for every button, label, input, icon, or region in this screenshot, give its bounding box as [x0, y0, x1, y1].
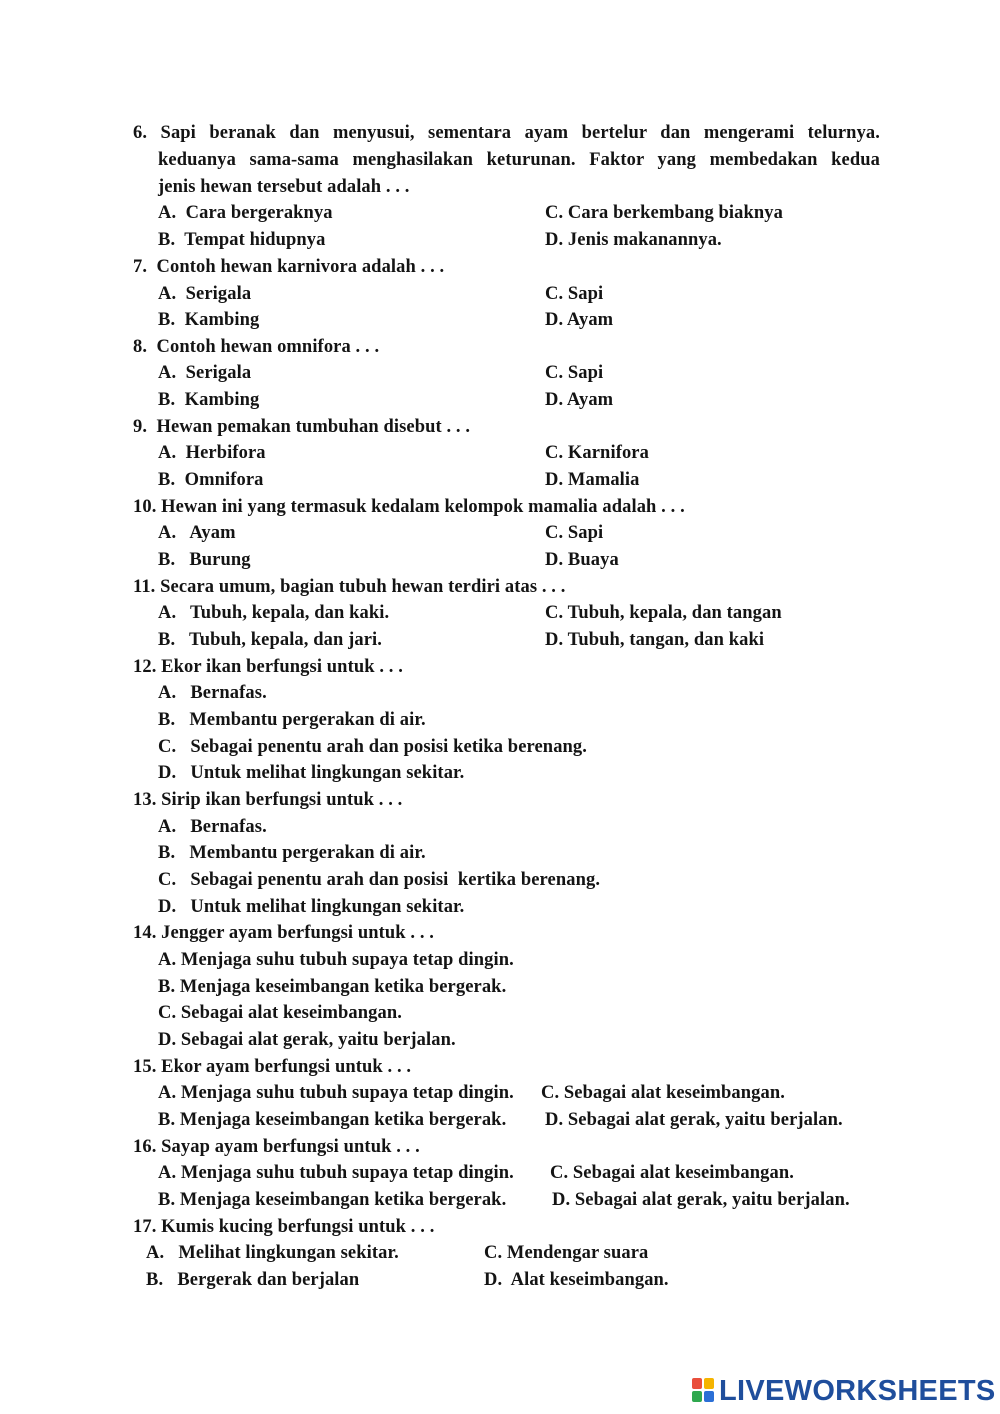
question-10-option-b[interactable]: B. Burung — [158, 550, 251, 570]
question-15-option-d[interactable]: D. Sebagai alat gerak, yaitu berjalan. — [545, 1110, 843, 1130]
question-12-stem: 12. Ekor ikan berfungsi untuk . . . — [133, 657, 403, 677]
question-17-option-c[interactable]: C. Mendengar suara — [484, 1243, 649, 1263]
question-14-option-c[interactable]: C. Sebagai alat keseimbangan. — [158, 1003, 402, 1023]
question-10-option-c[interactable]: C. Sapi — [545, 523, 604, 543]
question-11-stem: 11. Secara umum, bagian tubuh hewan terdiri atas . . . — [133, 577, 566, 597]
question-6-option-b[interactable]: B. Tempat hidupnya — [158, 230, 326, 250]
question-17-option-b[interactable]: B. Bergerak dan berjalan — [146, 1270, 360, 1290]
question-7-stem: 7. Contoh hewan karnivora adalah . . . — [133, 257, 445, 277]
question-8-option-c[interactable]: C. Sapi — [545, 363, 604, 383]
question-15-stem: 15. Ekor ayam berfungsi untuk . . . — [133, 1057, 412, 1077]
question-6-stem-line-3: jenis hewan tersebut adalah . . . — [158, 177, 410, 197]
question-17-stem: 17. Kumis kucing berfungsi untuk . . . — [133, 1217, 435, 1237]
question-13-stem: 13. Sirip ikan berfungsi untuk . . . — [133, 790, 403, 810]
question-11-option-c[interactable]: C. Tubuh, kepala, dan tangan — [545, 603, 782, 623]
question-13-option-c[interactable]: C. Sebagai penentu arah dan posisi kertika berenang. — [158, 870, 601, 890]
question-16-option-b[interactable]: B. Menjaga keseimbangan ketika bergerak. — [158, 1190, 507, 1210]
question-6-option-c[interactable]: C. Cara berkembang biaknya — [545, 203, 783, 223]
question-12-option-c[interactable]: C. Sebagai penentu arah dan posisi ketika berenang. — [158, 737, 588, 757]
liveworksheets-logo — [692, 1374, 996, 1408]
question-15-option-c[interactable]: C. Sebagai alat keseimbangan. — [541, 1083, 785, 1103]
question-11-option-a[interactable]: A. Tubuh, kepala, dan kaki. — [158, 603, 390, 623]
question-14-stem: 14. Jengger ayam berfungsi untuk . . . — [133, 923, 435, 943]
question-8-option-a[interactable]: A. Serigala — [158, 363, 252, 383]
question-14-option-b[interactable]: B. Menjaga keseimbangan ketika bergerak. — [158, 977, 507, 997]
question-9-option-b[interactable]: B. Omnifora — [158, 470, 264, 490]
question-13-option-b[interactable]: B. Membantu pergerakan di air. — [158, 843, 426, 863]
question-16-stem: 16. Sayap ayam berfungsi untuk . . . — [133, 1137, 420, 1157]
question-15-option-b[interactable]: B. Menjaga keseimbangan ketika bergerak. — [158, 1110, 507, 1130]
question-7-option-a[interactable]: A. Serigala — [158, 284, 252, 304]
question-8-option-d[interactable]: D. Ayam — [545, 390, 614, 410]
question-10-stem: 10. Hewan ini yang termasuk kedalam kelompok mamalia adalah . . . — [133, 497, 685, 517]
question-9-option-d[interactable]: D. Mamalia — [545, 470, 640, 490]
question-6-option-a[interactable]: A. Cara bergeraknya — [158, 203, 333, 223]
question-7-option-d[interactable]: D. Ayam — [545, 310, 614, 330]
question-9-option-c[interactable]: C. Karnifora — [545, 443, 649, 463]
question-17-option-a[interactable]: A. Melihat lingkungan sekitar. — [146, 1243, 399, 1263]
question-14-option-a[interactable]: A. Menjaga suhu tubuh supaya tetap dingin. — [158, 950, 514, 970]
question-6-stem-line-2: keduanya sama-sama menghasilakan keturunan. Faktor yang membedakan kedua — [158, 150, 880, 170]
question-17-option-d[interactable]: D. Alat keseimbangan. — [484, 1270, 669, 1290]
question-16-option-c[interactable]: C. Sebagai alat keseimbangan. — [550, 1163, 794, 1183]
question-11-option-b[interactable]: B. Tubuh, kepala, dan jari. — [158, 630, 382, 650]
question-14-option-d[interactable]: D. Sebagai alat gerak, yaitu berjalan. — [158, 1030, 456, 1050]
liveworksheets-logo-icon — [692, 1378, 716, 1404]
question-9-stem: 9. Hewan pemakan tumbuhan disebut . . . — [133, 417, 471, 437]
question-8-stem: 8. Contoh hewan omnifora . . . — [133, 337, 380, 357]
question-6-option-d[interactable]: D. Jenis makanannya. — [545, 230, 722, 250]
question-7-option-c[interactable]: C. Sapi — [545, 284, 604, 304]
question-12-option-d[interactable]: D. Untuk melihat lingkungan sekitar. — [158, 763, 465, 783]
question-7-option-b[interactable]: B. Kambing — [158, 310, 260, 330]
question-13-option-d[interactable]: D. Untuk melihat lingkungan sekitar. — [158, 897, 465, 917]
liveworksheets-logo-text: LIVEWORKSHEETS — [719, 1374, 996, 1407]
question-11-option-d[interactable]: D. Tubuh, tangan, dan kaki — [545, 630, 765, 650]
question-16-option-a[interactable]: A. Menjaga suhu tubuh supaya tetap dingin. — [158, 1163, 514, 1183]
question-10-option-a[interactable]: A. Ayam — [158, 523, 236, 543]
question-6-stem-line-1: 6. Sapi beranak dan menyusui, sementara ayam bertelur dan mengerami telurnya. — [133, 123, 880, 143]
question-13-option-a[interactable]: A. Bernafas. — [158, 817, 267, 837]
question-15-option-a[interactable]: A. Menjaga suhu tubuh supaya tetap dingin. — [158, 1083, 514, 1103]
question-12-option-b[interactable]: B. Membantu pergerakan di air. — [158, 710, 426, 730]
question-10-option-d[interactable]: D. Buaya — [545, 550, 619, 570]
question-8-option-b[interactable]: B. Kambing — [158, 390, 260, 410]
question-12-option-a[interactable]: A. Bernafas. — [158, 683, 267, 703]
question-9-option-a[interactable]: A. Herbifora — [158, 443, 266, 463]
question-16-option-d[interactable]: D. Sebagai alat gerak, yaitu berjalan. — [552, 1190, 850, 1210]
